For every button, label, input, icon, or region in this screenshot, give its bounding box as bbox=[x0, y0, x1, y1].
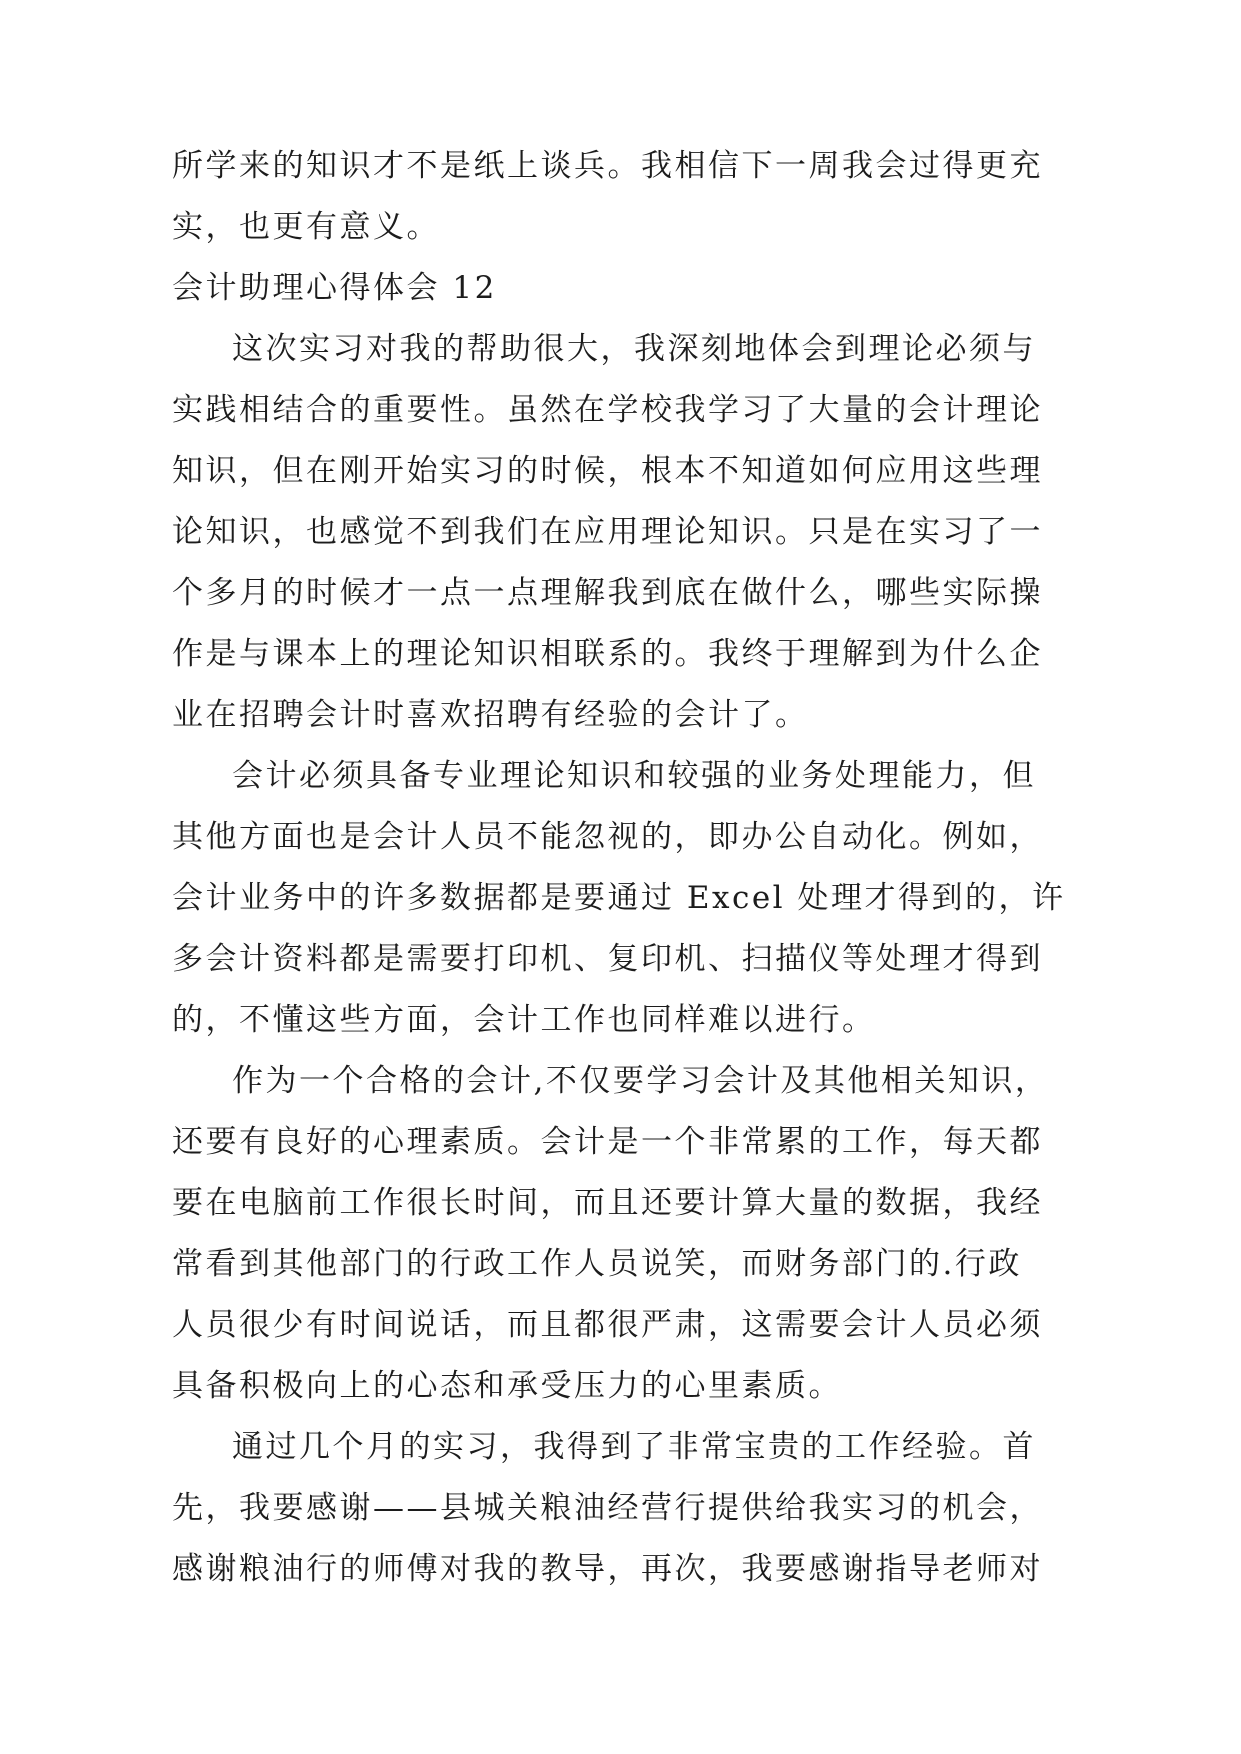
text-line: 具备积极向上的心态和承受压力的心里素质。 bbox=[172, 1368, 842, 1404]
text-line: 作为一个合格的会计,不仅要学习会计及其他相关知识， bbox=[232, 1063, 1049, 1099]
text-line: 多会计资料都是需要打印机、复印机、扫描仪等处理才得到 bbox=[172, 941, 1043, 977]
text-line: 会计业务中的许多数据都是要通过 Excel 处理才得到的，许 bbox=[172, 880, 1066, 916]
text-line: 个多月的时候才一点一点理解我到底在做什么，哪些实际操 bbox=[172, 575, 1043, 611]
text-line: 所学来的知识才不是纸上谈兵。我相信下一周我会过得更充 bbox=[172, 148, 1043, 184]
text-line: 其他方面也是会计人员不能忽视的，即办公自动化。例如， bbox=[172, 819, 1043, 855]
text-line: 实践相结合的重要性。虽然在学校我学习了大量的会计理论 bbox=[172, 392, 1043, 428]
section-heading: 会计助理心得体会 12 bbox=[172, 270, 497, 306]
text-line: 先，我要感谢——县城关粮油经营行提供给我实习的机会， bbox=[172, 1490, 1043, 1526]
text-line: 常看到其他部门的行政工作人员说笑，而财务部门的.行政 bbox=[172, 1246, 1022, 1282]
text-line: 通过几个月的实习，我得到了非常宝贵的工作经验。首 bbox=[232, 1429, 1036, 1465]
text-line: 的，不懂这些方面，会计工作也同样难以进行。 bbox=[172, 1002, 876, 1038]
text-line: 还要有良好的心理素质。会计是一个非常累的工作，每天都 bbox=[172, 1124, 1043, 1160]
text-line: 要在电脑前工作很长时间，而且还要计算大量的数据，我经 bbox=[172, 1185, 1043, 1221]
text-line: 会计必须具备专业理论知识和较强的业务处理能力，但 bbox=[232, 758, 1036, 794]
text-line: 业在招聘会计时喜欢招聘有经验的会计了。 bbox=[172, 697, 809, 733]
text-line: 作是与课本上的理论知识相联系的。我终于理解到为什么企 bbox=[172, 636, 1043, 672]
text-line: 知识，但在刚开始实习的时候，根本不知道如何应用这些理 bbox=[172, 453, 1043, 489]
text-line: 这次实习对我的帮助很大，我深刻地体会到理论必须与 bbox=[232, 331, 1036, 367]
text-line: 论知识，也感觉不到我们在应用理论知识。只是在实习了一 bbox=[172, 514, 1043, 550]
text-line: 感谢粮油行的师傅对我的教导，再次，我要感谢指导老师对 bbox=[172, 1551, 1043, 1587]
text-line: 人员很少有时间说话，而且都很严肃，这需要会计人员必须 bbox=[172, 1307, 1043, 1343]
text-line: 实，也更有意义。 bbox=[172, 209, 440, 245]
